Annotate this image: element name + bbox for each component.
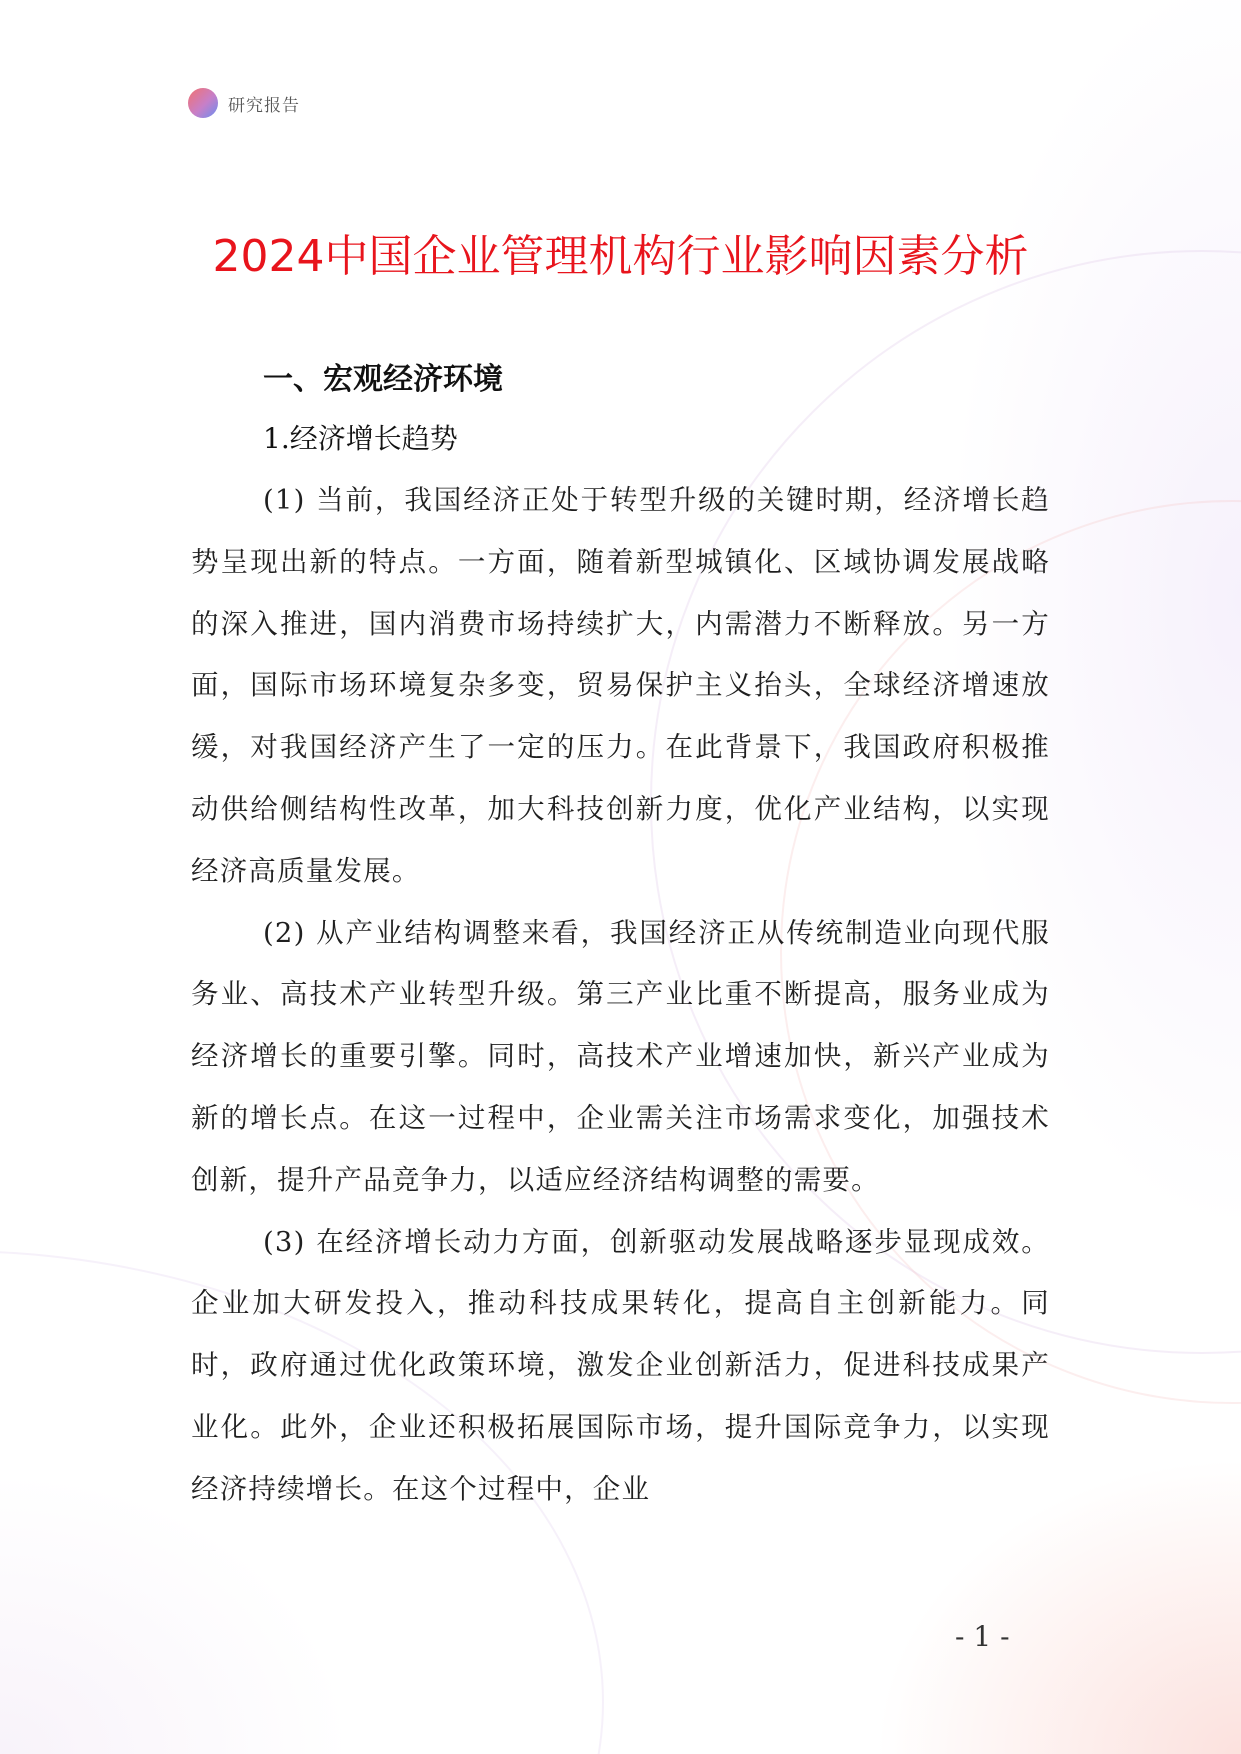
section-heading: 一、宏观经济环境 (263, 362, 503, 397)
report-type-label: 研究报告 (228, 95, 300, 116)
paragraph-1: (1) 当前，我国经济正处于转型升级的关键时期，经济增长趋势呈现出新的特点。一方面，随着新型城镇化、区域协调发展战略的深入推进，国内消费市场持续扩大，内需潜力不断释放。另一方面，国际市场环境复杂多变，贸易保护主义抬头，全球经济增速放缓，对我国经济产生了一定的压力。在此背景下，我国政府积极推动供给侧结构性改革，加大科技创新力度，优化产业结构，以实现经济高质量发展。 (191, 484, 1050, 887)
paragraph-2: (2) 从产业结构调整来看，我国经济正从传统制造业向现代服务业、高技术产业转型升级。第三产业比重不断提高，服务业成为经济增长的重要引擎。同时，高技术产业增速加快，新兴产业成为新的增长点。在这一过程中，企业需关注市场需求变化，加强技术创新，提升产品竞争力，以适应经济结构调整的需要。 (191, 916, 1050, 1196)
paragraph-3: (3) 在经济增长动力方面，创新驱动发展战略逐步显现成效。企业加大研发投入，推动科技成果转化，提高自主创新能力。同时，政府通过优化政策环境，激发企业创新活力，促进科技成果产业化。此外，企业还积极拓展国际市场，提升国际竞争力，以实现经济持续增长。在这个过程中，企业 (191, 1225, 1050, 1505)
document-body (191, 352, 1050, 1521)
subsection-heading: 1.经济增长趋势 (263, 422, 458, 455)
page-number: - 1 - (955, 1620, 1010, 1653)
brand-logo-icon (188, 88, 218, 118)
document-title: 2024中国企业管理机构行业影响因素分析 (212, 231, 1029, 282)
report-header (188, 88, 300, 118)
